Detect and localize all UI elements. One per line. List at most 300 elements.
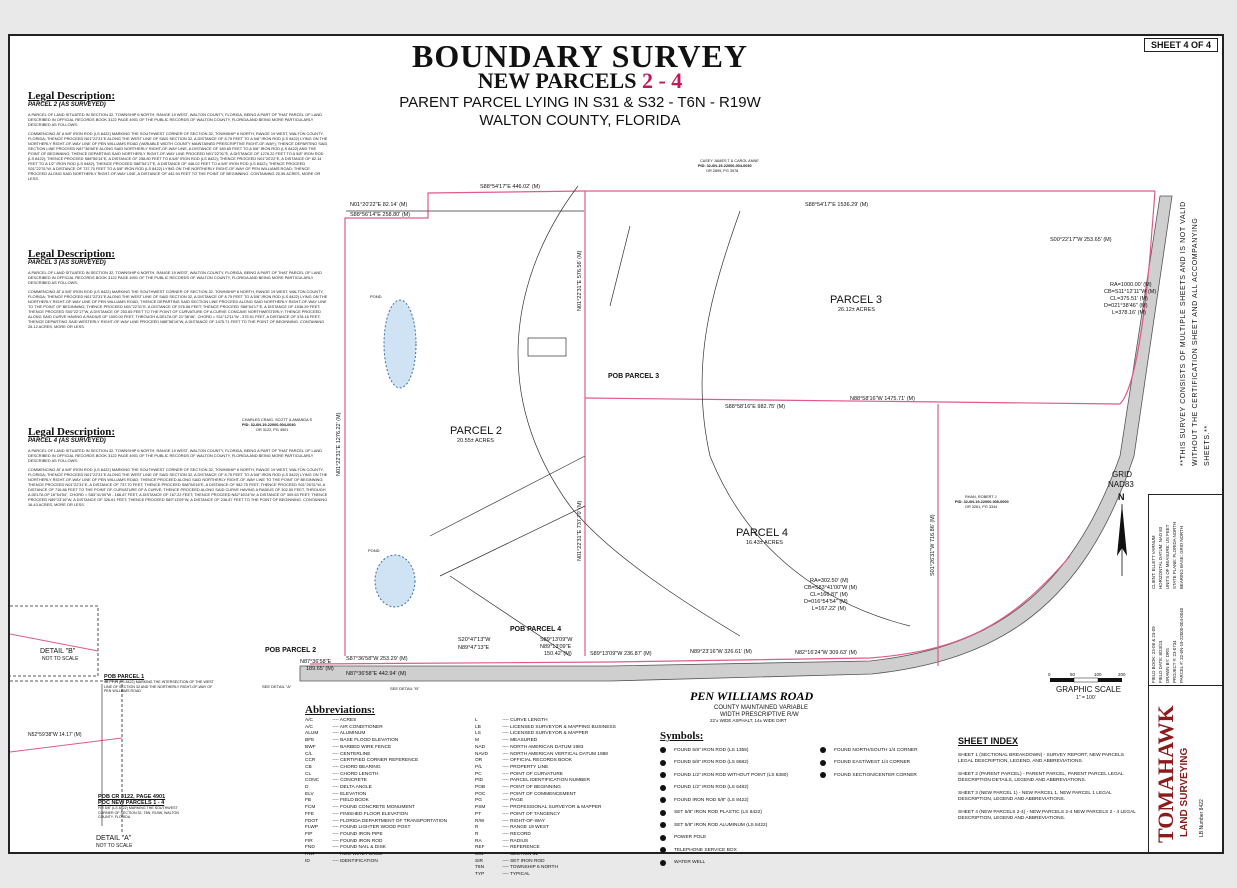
- abbreviation-code: PT: [475, 811, 482, 817]
- diagonal-line-2: [440, 506, 585, 576]
- bearing-label: N01°22'31"E 1276.22' (M): [336, 412, 342, 476]
- pob-parcel-3: POB PARCEL 3: [608, 373, 660, 380]
- adjacent-owner-text: PID: 32-6N-19-22000-005-0000: [955, 500, 1009, 504]
- bearing-label: S88°56'14"E 258.80' (M): [350, 212, 411, 218]
- symbol-row: [820, 757, 960, 770]
- bearing-label: S87°36'58"W 253.29' (M): [346, 656, 408, 662]
- scale-tick: 100: [1094, 672, 1102, 677]
- graphic-scale: [1048, 672, 1126, 701]
- detail-a-title: DETAIL "A": [96, 835, 132, 842]
- abbreviation-code: OR: [475, 758, 483, 764]
- abbreviation-row: CB ---- CHORD BEARING: [305, 764, 381, 770]
- adjacent-owner-east: [955, 495, 1009, 509]
- abbreviation-code: CONC: [305, 778, 320, 784]
- bearing-label: N89°23'16"W 326.61' (M): [690, 649, 752, 655]
- abbreviation-meaning: FLORIDA DEPARTMENT OF TRANSPORTATION: [340, 818, 448, 824]
- abbreviation-meaning: TYPICAL: [509, 872, 530, 878]
- abbreviation-meaning: PARCEL IDENTIFICATION NUMBER: [510, 778, 590, 784]
- pond-south: [375, 555, 415, 607]
- detail-a-pob-text: SET PIN (LS 8422) MARKING THE INTERSECTION OF THE WEST LINE OF SECTION 32 AND THE NORTHERLY RIGHT-OF-WAY OF PEN WILLIAMS ROAD: [104, 680, 214, 694]
- parcel-2-label: PARCEL 2: [450, 425, 502, 437]
- curved-drive: [518, 186, 740, 636]
- legal-paragraph: A PARCEL OF LAND SITUATED IN SECTION 32, TOWNSHIP 6 NORTH, RANGE 19 WEST, WALTON COUNTY, FLORIDA, BEING A PART OF THAT PARCEL OF LAND DESCRIBED IN OFFICIAL RECORDS BOOK 3122 PAGE 4901 OF THE PUBLIC RECORDS OF WALTON COUNTY, FLORIDA AND BEING MORE PARTICULARLY DESCRIBED AS FOLLOWS:: [28, 270, 322, 285]
- title-field: DRAWN BY: DRS: [1165, 648, 1170, 683]
- abbreviation-code: CB: [305, 764, 312, 770]
- parcel-4-label: PARCEL 4: [736, 527, 788, 539]
- scale-ratio: 1" = 100': [1076, 695, 1096, 701]
- sheet-index-item: SHEET 4 (NEW PARCELS 2-4) - NEW PARCELS 2-4 NEW PARCELS 2 - 4 LEGAL DESCRIPTION, LEGEND AND ABBREVIATIONS.: [958, 810, 1136, 821]
- road-name: PEN WILLIAMS ROAD: [690, 689, 814, 703]
- monument-icon: [660, 860, 666, 866]
- abbreviation-row: CL ---- CHORD LENGTH: [305, 771, 379, 777]
- abbreviation-meaning: SET IRON ROD: [510, 858, 545, 864]
- abbreviation-code: M: [475, 738, 479, 744]
- scale-tick: 50: [1070, 672, 1076, 677]
- symbol-label: FOUND NORTH/SOUTH 1/4 CORNER: [834, 747, 918, 753]
- bearing-label: S88°58'16"E 982.75' (M): [725, 404, 786, 410]
- abbreviation-code: CCR: [305, 758, 316, 764]
- abbreviation-code: R: [475, 825, 479, 831]
- monument-icon: [820, 760, 826, 766]
- title-field: CLIENT: ELLETT VARNUM: [1151, 535, 1156, 589]
- symbol-row: [660, 819, 820, 832]
- abbreviation-code: REF: [475, 845, 485, 851]
- abbreviation-meaning: BARBED WIRE FENCE: [340, 744, 392, 750]
- legal-heading: Legal Description:: [28, 90, 116, 102]
- title-field: UNITS OF MEASURE: US FEET: [1165, 524, 1170, 589]
- abbreviation-code: A/C: [305, 724, 313, 730]
- bearing-label: S20°47'13"W: [458, 637, 491, 643]
- title-field: FIELD DATE: 8/23/23: [1158, 640, 1163, 683]
- abbreviation-row: M ---- MEASURED: [475, 738, 538, 744]
- bearing-label: S89°13'09"W: [540, 637, 573, 643]
- detail-b-subtitle: NOT TO SCALE: [42, 656, 79, 662]
- curve-label: CL=166.87' (M): [810, 592, 848, 598]
- title-field: FIELD BOOK: 23-08 & 23-09: [1151, 626, 1156, 683]
- abbreviation-meaning: AIR CONDITIONER: [339, 724, 383, 730]
- symbol-label: TELEPHONE SERVICE BOX: [674, 847, 737, 853]
- abbreviation-meaning: CHORD BEARING: [340, 764, 381, 770]
- abbreviation-row: BFE ---- BASE FLOOD ELEVATION: [305, 738, 399, 744]
- monument-icon: [660, 797, 666, 803]
- detail-a-pob: [104, 674, 214, 694]
- abbreviation-meaning: BASE FLOOD ELEVATION: [340, 738, 399, 744]
- curve-label: CL=375.51' (M): [1110, 296, 1148, 302]
- bearing-label: S89°13'09"W 236.87' (M): [590, 651, 652, 657]
- curve-label: CB=S11°12'11"W (M): [1104, 289, 1157, 295]
- pond-label: POND: [370, 294, 382, 299]
- monument-icon: [820, 772, 826, 778]
- abbreviation-row: D ---- DELTA ANGLE: [305, 785, 372, 791]
- abbreviation-row: R/W ---- RIGHT-OF-WAY: [475, 818, 545, 824]
- subtitle-parcels: 2 - 4: [641, 68, 683, 93]
- abbreviation-row: REF ---- REFERENCE: [475, 845, 540, 851]
- abbreviation-meaning: POINT OF CURVATURE: [510, 771, 564, 777]
- abbreviation-meaning: OFFICIAL RECORDS BOOK: [510, 758, 572, 764]
- county-title: WALTON COUNTY, FLORIDA: [479, 112, 681, 129]
- legal-paragraph: COMMENCING AT A 5/8" IRON ROD (LS 8422) MARKING THE SOUTHWEST CORNER OF SECTION 32, TOWNSHIP 6 NORTH, RANGE 19 WEST, WALTON COUNTY, FLORIDA; THENCE PROCEED N01°22'31"E ALONG THE WEST LINE OF SAID SECTION 32, A DISTANCE OF 8.75 FEET TO A 5/8" IRON ROD (LS 8422) LYING ON THE NORTHERLY RIGHT-OF-WAY LINE OF PEN WILLIAMS ROAD (VARIABLE WIDTH COUNTY MAINTAINED PRESCRIPTIVE RIGHT-OF-WAY); THENCE DEPARTING SAID SECTION LINE PROCEED N87°36'58"E ALONG SAID NORTHERLY RIGHT-OF-WAY LINE, A DISTANCE OF 189.65 FEET TO A 5/8" IRON ROD (LS 8422) AND THE POINT OF BEGINNING; THENCE DEPARTING SAID NORTHERLY RIGHT-OF-WAY LINE PROCEED N01°22'31"E, A DISTANCE OF 1276.22 FEET TO A 5/8" IRON ROD (LS 8422); THENCE PROCEED S88°56'14"E, A DISTANCE OF 258.80 FEET TO A 5/8" IRON ROD (LS 8422); THENCE PROCEED N01°20'22"E, A DISTANCE OF 82.14 FEET TO A 1/2" IRON ROD (LS 6482); THENCE PROCEED S88°54'17"E, A DISTANCE OF 446.02 FEET TO A 5/8" IRON ROD (LS 8422); THENCE PROCEED S01°22'31"W, A DISTANCE OF 737.70 FEET TO A 5/8" IRON ROD (LS 8422) LYING ON THE NORTHERLY RIGHT-OF-WAY OF PEN WILLIAMS ROAD; THENCE PROCEED ALONG SAID NORTHERLY RIGHT-OF-WAY LINE, A DISTANCE OF 442.94 FEET TO THE POINT OF BEGINNING. CONTAINING 20.55 ACRES, MORE OR LESS.: [28, 131, 328, 181]
- curve-label: RA=302.50' (M): [810, 578, 849, 584]
- curve-label: CB=S83°41'00"W (M): [804, 585, 858, 591]
- abbreviation-row: POB ---- POINT OF BEGINNING: [475, 785, 561, 791]
- abbreviation-code: FLWP: [305, 825, 318, 831]
- symbols: [660, 730, 960, 866]
- scale-bar-segment: [1098, 678, 1122, 682]
- abbreviation-row: L ---- CURVE LENGTH: [475, 718, 548, 723]
- parcel-3-label: PARCEL 3: [830, 294, 882, 306]
- abbreviation-code: RA: [475, 838, 482, 844]
- bearing-label: N82°16'24"W 309.63' (M): [795, 650, 857, 656]
- abbreviation-code: PID: [475, 778, 483, 784]
- title-field: HORIZONTAL DATUM: NAD 83: [1158, 526, 1163, 589]
- diagonal-line-1: [430, 456, 585, 536]
- symbols-col-2: [820, 744, 960, 782]
- curve-label: L=378.16' (M): [1112, 310, 1146, 316]
- abbreviation-row: R ---- RANGE 19 WEST: [475, 825, 549, 831]
- abbreviation-row: ID ---- IDENTIFICATION: [305, 858, 378, 864]
- subtitle-prefix: NEW PARCELS: [477, 68, 637, 93]
- abbreviation-row: FLWP ---- FOUND LIGHTER WOOD POST: [305, 825, 411, 831]
- adjacent-owner-text: CASEY JAMES T & CAROL ANNE: [700, 159, 759, 163]
- abbreviation-code: CL: [305, 771, 312, 777]
- bearing-label: N87°36'58"E 442.94' (M): [346, 671, 407, 677]
- curve-label: L=167.22' (M): [812, 606, 846, 612]
- abbreviation-code: BFE: [305, 738, 315, 744]
- abbreviation-row: HWF ---- HOG WIRE FENCE: [305, 852, 383, 858]
- adjacent-owner-text: RHAN, ROBERT J: [965, 495, 997, 499]
- abbreviation-meaning: PROFESSIONAL SURVEYOR & MAPPER: [510, 805, 602, 811]
- abbreviation-row: CCR ---- CERTIFIED CORNER REFERENCE: [305, 758, 419, 764]
- adjacent-owner-west: [242, 418, 312, 432]
- road-subtitle: COUNTY MAINTAINED VARIABLE: [714, 705, 809, 711]
- legal-heading: Legal Description:: [28, 426, 116, 438]
- detail-a-poc: [98, 794, 194, 820]
- scale-bar-segment: [1074, 678, 1098, 682]
- abbreviation-code: PC: [475, 771, 482, 777]
- abbreviation-code: LB: [475, 724, 481, 730]
- title-field: BEARING BASE: GRID NORTH: [1179, 526, 1184, 589]
- pob-parcel-4: POB PARCEL 4: [510, 626, 562, 633]
- abbreviation-row: POC ---- POINT OF COMMENCEMENT: [475, 791, 577, 797]
- abbreviation-meaning: RECORD: [510, 831, 531, 837]
- abbreviation-meaning: CENTERLINE: [340, 751, 371, 757]
- adjacent-owner-text: PID: 32-6N-19-22000-004-0040: [242, 423, 296, 427]
- bearing-label: N87°36'58"E: [300, 659, 332, 665]
- abbreviation-code: FCM: [305, 805, 316, 811]
- abbreviation-meaning: CONCRETE: [340, 778, 367, 784]
- abbreviations-col-1: [305, 718, 447, 865]
- symbol-label: FOUND 5/8" IRON ROD (LS 6682): [674, 760, 749, 766]
- abbreviation-code: SIR: [475, 858, 483, 864]
- page-title: BOUNDARY SURVEY: [411, 38, 749, 74]
- abbreviation-row: FFE ---- FINISHED FLOOR ELEVATION: [305, 811, 408, 817]
- road-band: [300, 196, 1172, 681]
- abbreviation-meaning: HOG WIRE FENCE: [340, 852, 383, 858]
- abbreviation-row: PG ---- PAGE: [475, 798, 524, 804]
- abbreviation-meaning: RADIUS: [510, 838, 529, 844]
- legal-subheading: PARCEL 3 (AS SURVEYED): [28, 260, 106, 266]
- company-name: TOMAHAWK: [1153, 705, 1178, 843]
- company-subtitle: LAND SURVEYING: [1179, 747, 1190, 837]
- symbol-label: SET 5/8" IRON ROD ALUMINUM (LS 8422): [674, 822, 768, 828]
- symbol-row: [820, 769, 960, 782]
- sheet-index-item: SHEET 1 (SECTIONAL BREAKDOWN) - SURVEY REPORT, NEW PARCELS LEGAL DESCRIPTION, LEGEND, AND ABBREVIATIONS.: [958, 753, 1124, 764]
- bearing-label: S88°54'17"E 446.02' (M): [480, 184, 541, 190]
- scale-title: GRAPHIC SCALE: [1056, 685, 1121, 694]
- monument-icon: [660, 747, 666, 753]
- scale-tick: 0: [1048, 672, 1051, 677]
- curve-label: D=021°38'46" (M): [1104, 303, 1148, 309]
- symbol-label: FOUND 1/2" IRON ROD WITHOUT POINT (LS 6380): [674, 772, 789, 778]
- abbreviation-row: A/C ---- AIR CONDITIONER: [305, 724, 383, 730]
- symbol-label: FOUND SECTION/CENTER CORNER: [834, 772, 917, 778]
- abbreviation-meaning: CERTIFIED CORNER REFERENCE: [340, 758, 419, 764]
- curved-line: [702, 211, 910, 626]
- symbol-label: FOUND 1/2" IRON ROD (LS 6482): [674, 785, 749, 791]
- curve-label: D=016°54'54" (M): [804, 599, 848, 605]
- abbreviation-row: LB ---- LICENSED SURVEYOR & MAPPING BUSINESS: [475, 724, 616, 730]
- abbreviation-code: ELV: [305, 791, 314, 797]
- bearing-label: S00°22'17"W 253.65' (M): [1050, 237, 1112, 243]
- abbreviation-meaning: FOUND NAIL & DISK: [340, 845, 386, 851]
- symbol-row: [820, 744, 960, 757]
- abbreviations-heading: Abbreviations:: [305, 704, 376, 716]
- grid-label: GRID: [1112, 470, 1132, 479]
- abbreviation-code: S31: [475, 852, 484, 858]
- bearing-label: N01°22'31"E 576.56' (M): [577, 250, 583, 311]
- legal-heading: Legal Description:: [28, 248, 116, 260]
- abbreviation-code: C/L: [305, 751, 313, 757]
- bearing-label: 150.42' (M): [544, 651, 572, 657]
- detail-a-poc-text: FIR 5/8" (LS 8422) MARKING THE SOUTHWEST CORNER OF SECTION 32, T6N, R19W, WALTON COUNTY, FLORIDA: [98, 806, 179, 820]
- sheet-index-item: SHEET 3 (NEW PARCEL 1) - NEW PARCEL 1, NEW PARCEL 1 LEGAL DESCRIPTION, LEGEND AND ABBREVIATIONS.: [958, 791, 1112, 802]
- bearing-label: 189.65' (M): [306, 666, 334, 672]
- abbreviation-code: A/C: [305, 718, 313, 723]
- abbreviation-meaning: FOUND LIGHTER WOOD POST: [340, 825, 411, 831]
- abbreviations-col-2: [475, 718, 616, 879]
- bearing-label: N89°13'09"E: [540, 644, 572, 650]
- parent-parcel-title: PARENT PARCEL LYING IN S31 & S32 - T6N - R19W: [399, 94, 761, 111]
- abbreviation-row: A/C ---- ACRES: [305, 718, 357, 723]
- diagonal-line-3: [610, 226, 630, 306]
- abbreviation-row: BWF ---- BARBED WIRE FENCE: [305, 744, 392, 750]
- abbreviation-code: L: [475, 718, 478, 723]
- symbol-row: [660, 807, 820, 820]
- abbreviation-row: FIR ---- FOUND IRON ROD: [305, 838, 383, 844]
- abbreviation-row: ELV ---- ELEVATION: [305, 791, 367, 797]
- survey-sheet: [8, 34, 1224, 878]
- monument-icon: [820, 747, 826, 753]
- abbreviation-meaning: LICENSED SURVEYOR & MAPPING BUSINESS: [510, 724, 616, 730]
- parcel-3-acres: 26.12± ACRES: [838, 307, 875, 313]
- abbreviation-row: PC ---- POINT OF CURVATURE: [475, 771, 564, 777]
- symbol-label: SET 5/8" IRON ROD PLASTIC (LS 8422): [674, 810, 762, 816]
- symbol-row: [660, 794, 820, 807]
- see-detail-b-label: SEE DETAIL "B": [390, 686, 420, 691]
- symbol-row: [660, 844, 820, 857]
- symbols-col-1: [660, 744, 820, 869]
- north-boundary: [345, 191, 1155, 656]
- abbreviation-row: C/L ---- CENTERLINE: [305, 751, 371, 757]
- abbreviation-row: PID ---- PARCEL IDENTIFICATION NUMBER: [475, 778, 590, 784]
- scale-tick: 200: [1118, 672, 1126, 677]
- abbreviation-code: POC: [475, 791, 486, 797]
- title-field: STATE PLANE: FLORIDA NORTH: [1172, 521, 1177, 589]
- abbreviation-meaning: RANGE 19 WEST: [510, 825, 549, 831]
- legal-paragraph: A PARCEL OF LAND SITUATED IN SECTION 32, TOWNSHIP 6 NORTH, RANGE 19 WEST, WALTON COUNTY, FLORIDA, BEING A PART OF THAT PARCEL OF LAND DESCRIBED IN OFFICIAL RECORDS BOOK 3122 PAGE 4901 OF THE PUBLIC RECORDS OF WALTON COUNTY, FLORIDA AND BEING MORE PARTICULARLY DESCRIBED AS FOLLOWS:: [28, 112, 322, 127]
- adjacent-owner-text: OR 2899, PG 3978: [706, 169, 739, 173]
- abbreviation-code: T6N: [475, 865, 485, 871]
- abbreviation-code: FFE: [305, 811, 315, 817]
- curve-table-2: [804, 578, 857, 612]
- abbreviation-code: HWF: [305, 852, 316, 858]
- abbreviation-meaning: NORTH AMERICAN VERTICAL DATUM 1988: [510, 751, 608, 757]
- parcel-4-acres: 16.43± ACRES: [746, 540, 783, 546]
- abbreviation-row: OR ---- OFFICIAL RECORDS BOOK: [475, 758, 572, 764]
- symbol-row: [660, 782, 820, 795]
- legal-paragraph: A PARCEL OF LAND SITUATED IN SECTION 32, TOWNSHIP 6 NORTH, RANGE 19 WEST, WALTON COUNTY, FLORIDA, BEING A PART OF THAT PARCEL OF LAND DESCRIBED IN OFFICIAL RECORDS BOOK 3122 PAGE 4901 OF THE PUBLIC RECORDS OF WALTON COUNTY, FLORIDA AND BEING MORE PARTICULARLY DESCRIBED AS FOLLOWS:: [28, 448, 322, 463]
- adjacent-owner-text: OR 3261, PG 3344: [965, 505, 998, 509]
- legal-paragraph: COMMENCING AT A 5/8" IRON ROD (LS 8422) MARKING THE SOUTHWEST CORNER OF SECTION 32, TOWNSHIP 6 NORTH, RANGE 19 WEST, WALTON COUNTY, FLORIDA; THENCE PROCEED N01°22'31"E ALONG THE WEST LINE OF SAID SECTION 32, A DISTANCE OF 8.75 FEET TO A 5/8" IRON ROD (LS 8422) LYING ON THE NORTHERLY RIGHT-OF-WAY LINE OF PEN WILLIAMS ROAD; THENCE DEPARTING SAID SECTION LINE PROCEED ALONG SAID NORTHERLY RIGHT-OF-WAY LINE TO THE POINT OF BEGINNING; THENCE PROCEED N01°22'31"E, A DISTANCE OF 576.56 FEET; THENCE PROCEED S88°54'17"E, A DISTANCE OF 1536.29 FEET; THENCE PROCEED S00°22'17"W, A DISTANCE OF 253.65 FEET TO THE POINT OF CURVATURE OF A CURVE CONCAVE NORTHWESTERLY; THENCE PROCEED ALONG SAID CURVE HAVING A RADIUS OF 1000.00 FEET, THROUGH A DELTA OF 21°38'46", CHORD = S11°12'11"W - 375.51 FEET, A DISTANCE OF 378.16 FEET; THENCE DEPARTING SAID WESTERLY RIGHT-OF-WAY LINE PROCEED N88°58'16"W, A DISTANCE OF 1475.71 FEET TO THE POINT OF BEGINNING. CONTAINING 26.12 ACRES, MORE OR LESS.: [28, 289, 328, 329]
- see-detail-a-label: SEE DETAIL "A": [262, 684, 292, 689]
- abbreviation-meaning: FOUND IRON PIPE: [340, 831, 383, 837]
- parcel-2-acres: 20.55± ACRES: [457, 438, 494, 444]
- curve-label: RA=1000.00' (M): [1110, 282, 1152, 288]
- abbreviation-meaning: POINT OF TANGENCY: [510, 811, 561, 817]
- monument-icon: [660, 760, 666, 766]
- parcel-boundaries: [310, 191, 1155, 666]
- abbreviation-code: FDOT: [305, 818, 319, 824]
- symbol-label: WATER WELL: [674, 860, 706, 866]
- adjacent-owner-text: CHARLES CRAIG, SCOTT & AMANDA S: [242, 418, 312, 422]
- abbreviation-meaning: TOWNSHIP 6 NORTH: [509, 865, 558, 871]
- abbreviation-code: FB: [305, 798, 312, 804]
- abbreviation-meaning: FOUND CONCRETE MONUMENT: [340, 805, 415, 811]
- symbols-heading: Symbols:: [660, 730, 704, 742]
- abbreviation-meaning: CURVE LENGTH: [510, 718, 548, 723]
- adjacent-owner-text: PID: 32-6N-19-22000-004-0030: [698, 164, 752, 168]
- legal-paragraph: COMMENCING AT A 5/8" IRON ROD (LS 8422) MARKING THE SOUTHWEST CORNER OF SECTION 32, TOWNSHIP 6 NORTH, RANGE 19 WEST, WALTON COUNTY, FLORIDA; THENCE PROCEED N01°22'31"E ALONG THE WEST LINE OF SAID SECTION 32, A DISTANCE OF 8.75 FEET TO A 5/8" IRON ROD (LS 8422) LYING ON THE NORTHERLY RIGHT-OF-WAY LINE OF PEN WILLIAMS ROAD; THENCE PROCEED ALONG SAID NORTHERLY RIGHT-OF-WAY LINE TO THE POINT OF BEGINNING; THENCE PROCEED N01°22'31"E, A DISTANCE OF 737.70 FEET; THENCE PROCEED S88°58'16"E, A DISTANCE OF 982.75 FEET; THENCE PROCEED S01°26'31"W, A DISTANCE OF 716.86 FEET TO THE POINT OF CURVATURE OF A CURVE; THENCE PROCEED ALONG SAID CURVE HAVING A RADIUS OF 302.50 FEET, THROUGH A DELTA OF 16°54'54", CHORD = S83°41'00"W - 166.87 FEET, A DISTANCE OF 167.22 FEET; THENCE PROCEED N82°16'24"W, A DISTANCE OF 309.63 FEET; THENCE PROCEED N89°23'16"W, A DISTANCE OF 326.61 FEET; THENCE PROCEED S89°13'09"W, A DISTANCE OF 236.87 FEET TO THE POINT OF BEGINNING. CONTAINING 16.43 ACRES, MORE OR LESS.: [28, 467, 328, 507]
- abbreviation-meaning: ALUMINUM: [339, 731, 366, 737]
- bearing-label: N01°20'22"E 82.14' (M): [350, 202, 408, 208]
- abbreviation-meaning: LICENSED SURVEYOR & MAPPER: [510, 731, 589, 737]
- abbreviation-row: FND ---- FOUND NAIL & DISK: [305, 845, 386, 851]
- detail-a-poc-subtitle: POC NEW PARCELS 1 - 4: [98, 800, 165, 806]
- abbreviation-meaning: REFERENCE: [510, 845, 540, 851]
- detail-b-title: DETAIL "B": [40, 648, 76, 655]
- pob-parcel-2: POB PARCEL 2: [265, 647, 317, 654]
- abbreviation-meaning: FOUND IRON ROD: [340, 838, 383, 844]
- bearing-label: S01°26'31"W 716.86' (M): [930, 514, 936, 576]
- abbreviation-code: D: [305, 785, 309, 791]
- abbreviation-code: NAVD: [475, 751, 488, 757]
- abbreviation-code: NAD: [475, 744, 486, 750]
- sheet-index-heading: SHEET INDEX: [958, 736, 1019, 746]
- monument-icon: [660, 847, 666, 853]
- monument-icon: [660, 785, 666, 791]
- abbreviation-meaning: RIGHT-OF-WAY: [510, 818, 545, 824]
- title-field: PARCEL #: 32-6N-19-22000-004-0040: [1179, 607, 1184, 683]
- symbol-label: FOUND IRON ROD 5/8" (LS 8422): [674, 797, 749, 803]
- symbol-label: FOUND 5/8" IRON ROD (LS 1355): [674, 747, 749, 753]
- abbreviation-code: FND: [305, 845, 315, 851]
- abbreviation-code: POB: [475, 785, 486, 791]
- abbreviation-meaning: FINISHED FLOOR ELEVATION: [340, 811, 408, 817]
- symbol-row: [660, 769, 820, 782]
- symbol-row: [660, 832, 820, 845]
- sheet-number: SHEET 4 OF 4: [1144, 38, 1218, 52]
- detail-a-bearing: N52°59'38"W 14.17' (M): [28, 732, 82, 738]
- symbol-row: [660, 757, 820, 770]
- abbreviation-row: ALUM ---- ALUMINUM: [305, 731, 366, 737]
- abbreviation-meaning: PAGE: [510, 798, 524, 804]
- title-field: PROJECT #: 23-0734: [1172, 640, 1177, 683]
- abbreviation-meaning: MEASURED: [510, 738, 538, 744]
- symbol-row: [660, 857, 820, 870]
- title-block: [1148, 494, 1224, 854]
- detail-a-pob-title: POB PARCEL 1: [104, 674, 145, 680]
- road-subtitle: 22'± WIDE ASPHALT, 14± WIDE DIRT: [710, 718, 787, 723]
- abbreviation-code: PG: [475, 798, 482, 804]
- abbreviation-meaning: NORTH AMERICAN DATUM 1983: [510, 744, 584, 750]
- abbreviation-row: CONC ---- CONCRETE: [305, 778, 367, 784]
- sheet-index: [958, 736, 1148, 822]
- abbreviation-code: R: [475, 831, 479, 837]
- monument-icon: [660, 772, 666, 778]
- abbreviation-meaning: SECTION 31: [510, 852, 539, 858]
- abbreviation-meaning: POINT OF COMMENCEMENT: [510, 791, 577, 797]
- abbreviation-code: BWF: [305, 744, 316, 750]
- abbreviation-meaning: PROPERTY LINE: [510, 764, 549, 770]
- abbreviation-row: P/L ---- PROPERTY LINE: [475, 764, 549, 770]
- sheet-index-item: SHEET 2 (PARENT PARCEL) - PARENT PARCEL, PARENT PARCEL LEGAL DESCRIPTION DETAILS, LEGEND AND ABBREVIATIONS.: [958, 772, 1124, 783]
- monument-icon: [660, 810, 666, 816]
- scale-bar-segment: [1050, 678, 1074, 682]
- abbreviation-row: S31 ---- SECTION 31: [475, 852, 539, 858]
- abbreviation-row: SIR ---- SET IRON ROD: [475, 858, 545, 864]
- symbol-label: FOUND EAST/WEST 1/4 CORNER: [834, 760, 911, 766]
- pond-north: [384, 300, 416, 388]
- abbreviations: [305, 704, 635, 878]
- abbreviation-meaning: ACRES: [339, 718, 357, 723]
- detail-b-frame: [10, 606, 98, 676]
- company-license: LB Number 8422: [1199, 799, 1205, 837]
- abbreviation-code: ID: [305, 858, 310, 864]
- abbreviation-row: RA ---- RADIUS: [475, 838, 529, 844]
- abbreviation-code: P/L: [475, 764, 483, 770]
- company-block: [1149, 687, 1223, 853]
- adjacent-owner-north: [698, 159, 759, 173]
- abbreviation-code: TYP: [475, 872, 485, 878]
- abbreviation-row: FB ---- FIELD BOOK: [305, 798, 369, 804]
- pond-label: POND: [368, 548, 380, 553]
- bearing-label: S88°54'17"E 1536.29' (M): [805, 202, 869, 208]
- abbreviation-code: LS: [475, 731, 481, 737]
- detail-a-line: [10, 738, 122, 752]
- abbreviation-code: PSM: [475, 805, 486, 811]
- abbreviation-row: NAVD ---- NORTH AMERICAN VERTICAL DATUM 1988: [475, 751, 608, 757]
- abbreviation-row: PSM ---- PROFESSIONAL SURVEYOR & MAPPER: [475, 805, 602, 811]
- detail-a-poc-title: POB CR 3122, PAGE 4901: [98, 794, 166, 800]
- abbreviation-row: FIP ---- FOUND IRON PIPE: [305, 831, 383, 837]
- abbreviation-meaning: CHORD LENGTH: [340, 771, 379, 777]
- abbreviation-meaning: DELTA ANGLE: [340, 785, 372, 791]
- grid-datum-label: NAD83: [1108, 480, 1134, 489]
- abbreviation-meaning: ELEVATION: [340, 791, 367, 797]
- detail-a-subtitle: NOT TO SCALE: [96, 843, 133, 849]
- abbreviation-code: ALUM: [305, 731, 319, 737]
- symbol-row: [660, 744, 820, 757]
